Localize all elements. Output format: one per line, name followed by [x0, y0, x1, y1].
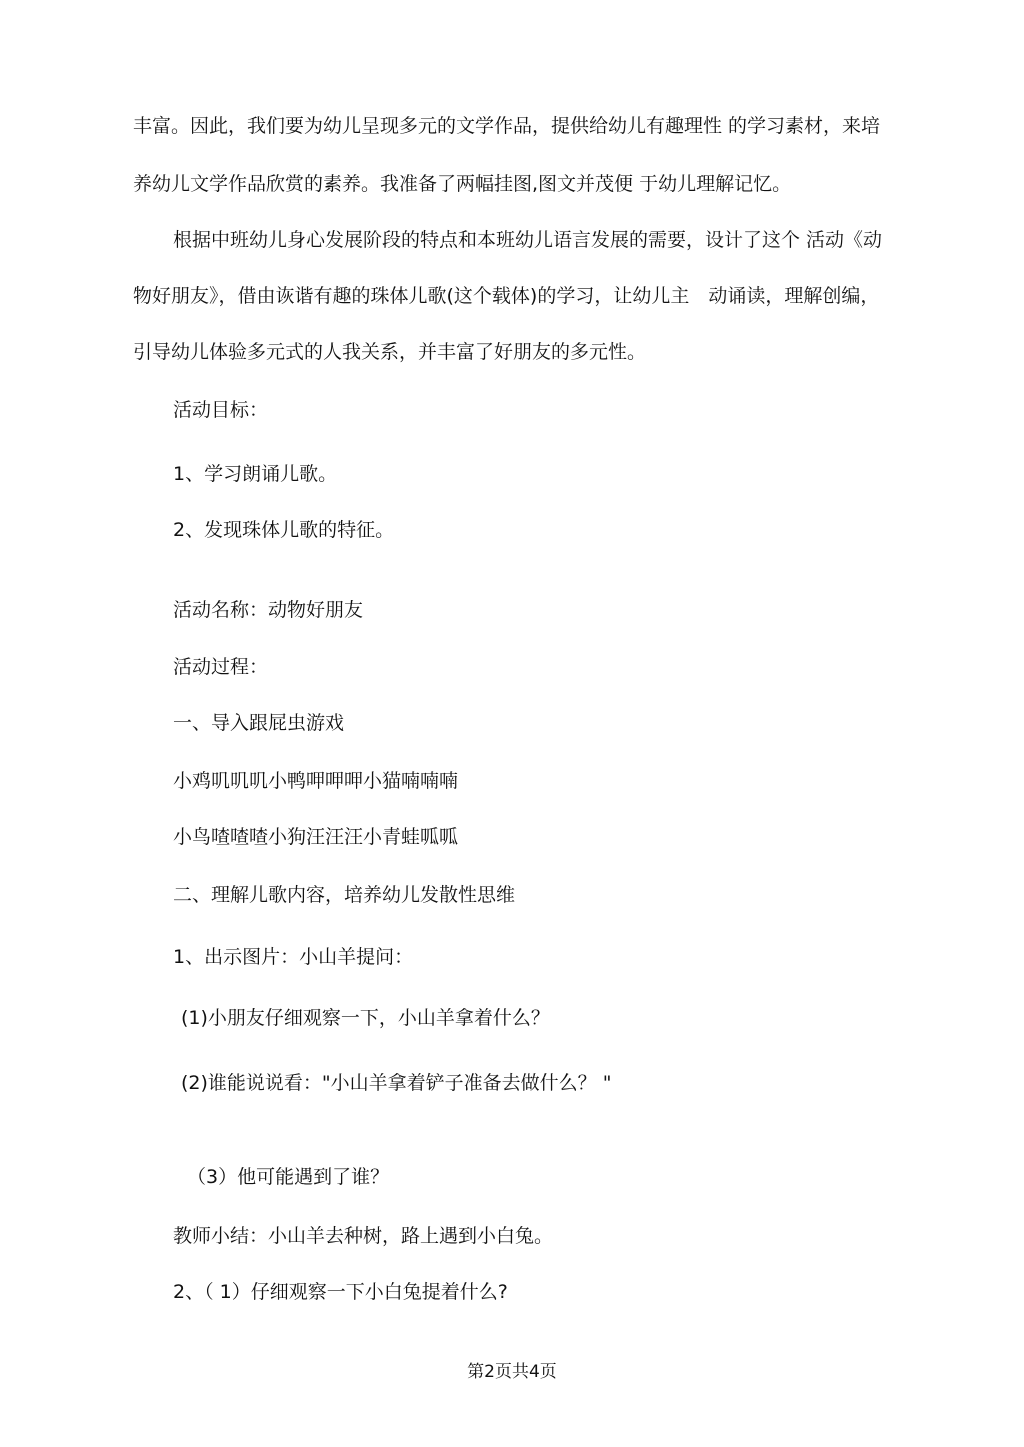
question-item: （3）他可能遇到了谁？ — [187, 1166, 390, 1188]
rhyme-line: 小鸟喳喳喳小狗汪汪汪小青蛙呱呱 — [173, 826, 459, 848]
paragraph-line: 丰富。因此，我们要为幼儿呈现多元的文学作品，提供给幼儿有趣理性 的学习素材，来培 — [133, 115, 881, 137]
rhyme-line: 小鸡叽叽叽小鸭呷呷呷小猫喃喃喃 — [173, 770, 459, 792]
list-item: 1、出示图片：小山羊提问： — [173, 946, 414, 968]
teacher-summary: 教师小结：小山羊去种树，路上遇到小白兔。 — [173, 1225, 554, 1247]
paragraph-line: 根据中班幼儿身心发展阶段的特点和本班幼儿语言发展的需要，设计了这个 活动《动 — [173, 229, 883, 251]
list-item: 1、学习朗诵儿歌。 — [173, 463, 338, 485]
page-number: 第2页共4页 — [467, 1362, 557, 1382]
section-heading: 一、导入跟屁虫游戏 — [173, 712, 345, 734]
section-heading: 活动过程： — [173, 656, 269, 678]
list-item: 2、（ 1）仔细观察一下小白兔提着什么? — [173, 1281, 508, 1303]
paragraph-line: 物好朋友》，借由诙谐有趣的珠体儿歌(这个载体)的学习，让幼儿主 动诵读，理解创编， — [133, 285, 880, 307]
paragraph-line: 引导幼儿体验多元式的人我关系，并丰富了好朋友的多元性。 — [133, 341, 647, 363]
section-heading: 活动目标： — [173, 399, 269, 421]
activity-name: 活动名称：动物好朋友 — [173, 599, 364, 621]
paragraph-line: 养幼儿文学作品欣赏的素养。我准备了两幅挂图,图文并茂便 于幼儿理解记忆。 — [133, 173, 792, 195]
question-item: (1)小朋友仔细观察一下，小山羊拿着什么？ — [181, 1007, 550, 1029]
section-heading: 二、理解儿歌内容，培养幼儿发散性思维 — [173, 884, 516, 906]
question-item: (2)谁能说说看："小山羊拿着铲子准备去做什么？ " — [181, 1072, 612, 1094]
list-item: 2、发现珠体儿歌的特征。 — [173, 519, 395, 541]
